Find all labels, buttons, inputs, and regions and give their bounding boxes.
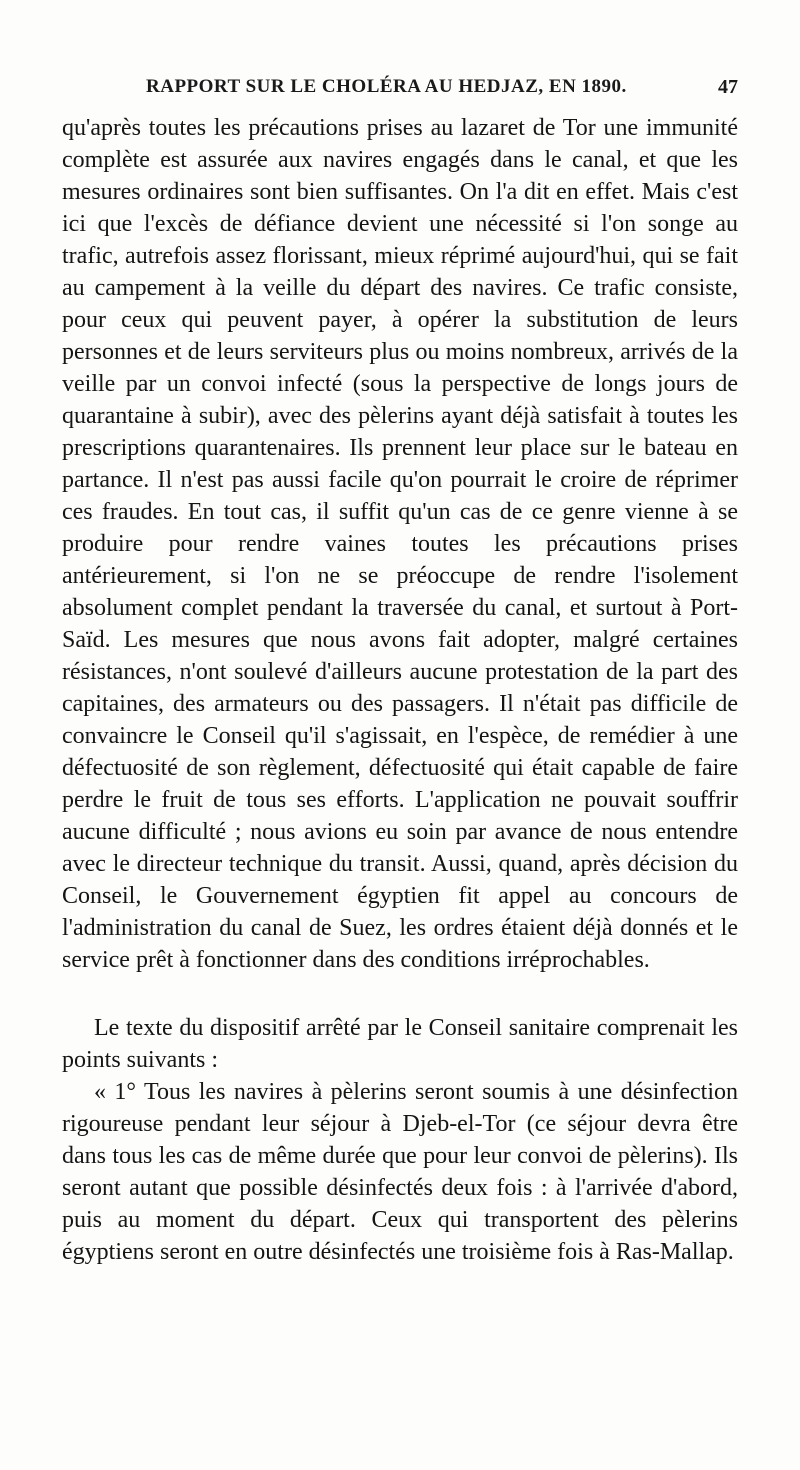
body-text: [62, 112, 738, 1268]
page-number: 47: [718, 76, 738, 98]
paragraph-2: Le texte du dispositif arrêté par le Conseil sanitaire comprenait les points suivants :: [62, 1015, 738, 1073]
page-header: [62, 76, 738, 106]
paragraph-1: qu'après toutes les précautions prises au lazaret de Tor une immunité complète est assurée aux navires engagés dans le canal, et que les mesures ordinaires sont bien suffisantes. On l'a dit en effet. Mais c'est ici que l'excès de défiance devient une nécessité si l'on songe au trafic, autrefois assez florissant, mieux réprimé aujourd'hui, qui se fait au campement à la veille du départ des navires. Ce trafic consiste, pour ceux qui peuvent payer, à opérer la substitution de leurs personnes et de leurs serviteurs plus ou moins nombreux, arrivés de la veille par un convoi infecté (sous la perspective de longs jours de quarantaine à subir), avec des pèlerins ayant déjà satisfait à toutes les prescriptions quarantenaires. Ils prennent leur place sur le bateau en partance. Il n'est pas aussi facile qu'on pourrait le croire de réprimer ces fraudes. En tout cas, il suffit qu'un cas de ce genre vienne à se produire pour rendre vaines toutes les précautions prises antérieurement, si l'on ne se préoccupe de rendre l'isolement absolument complet pendant la traversée du canal, et surtout à Port-Saïd. Les mesures que nous avons fait adopter, malgré certaines résistances, n'ont soulevé d'ailleurs aucune protestation de la part des capitaines, des armateurs ou des passagers. Il n'était pas difficile de convaincre le Conseil qu'il s'agissait, en l'espèce, de remédier à une défectuosité de son règlement, défectuosité qui était capable de faire perdre le fruit de tous ses efforts. L'application ne pouvait souffrir aucune difficulté ; nous avions eu soin par avance de nous entendre avec le directeur technique du transit. Aussi, quand, après décision du Conseil, le Gouvernement égyptien fit appel au concours de l'administration du canal de Suez, les ordres étaient déjà donnés et le service prêt à fonctionner dans des conditions irréprochables.: [62, 115, 738, 973]
running-title: RAPPORT SUR LE CHOLÉRA AU HEDJAZ, EN 1890.: [146, 76, 627, 97]
paragraph-3: « 1° Tous les navires à pèlerins seront soumis à une désinfection rigoureuse pendant leur séjour à Djeb-el-Tor (ce séjour devra être dans tous les cas de même durée que pour leur convoi de pèlerins). Ils seront autant que possible désinfectés deux fois : à l'arrivée d'abord, puis au moment du départ. Ceux qui transportent des pèlerins égyptiens seront en outre désinfectés une troisième fois à Ras-Mallap.: [62, 1079, 738, 1265]
